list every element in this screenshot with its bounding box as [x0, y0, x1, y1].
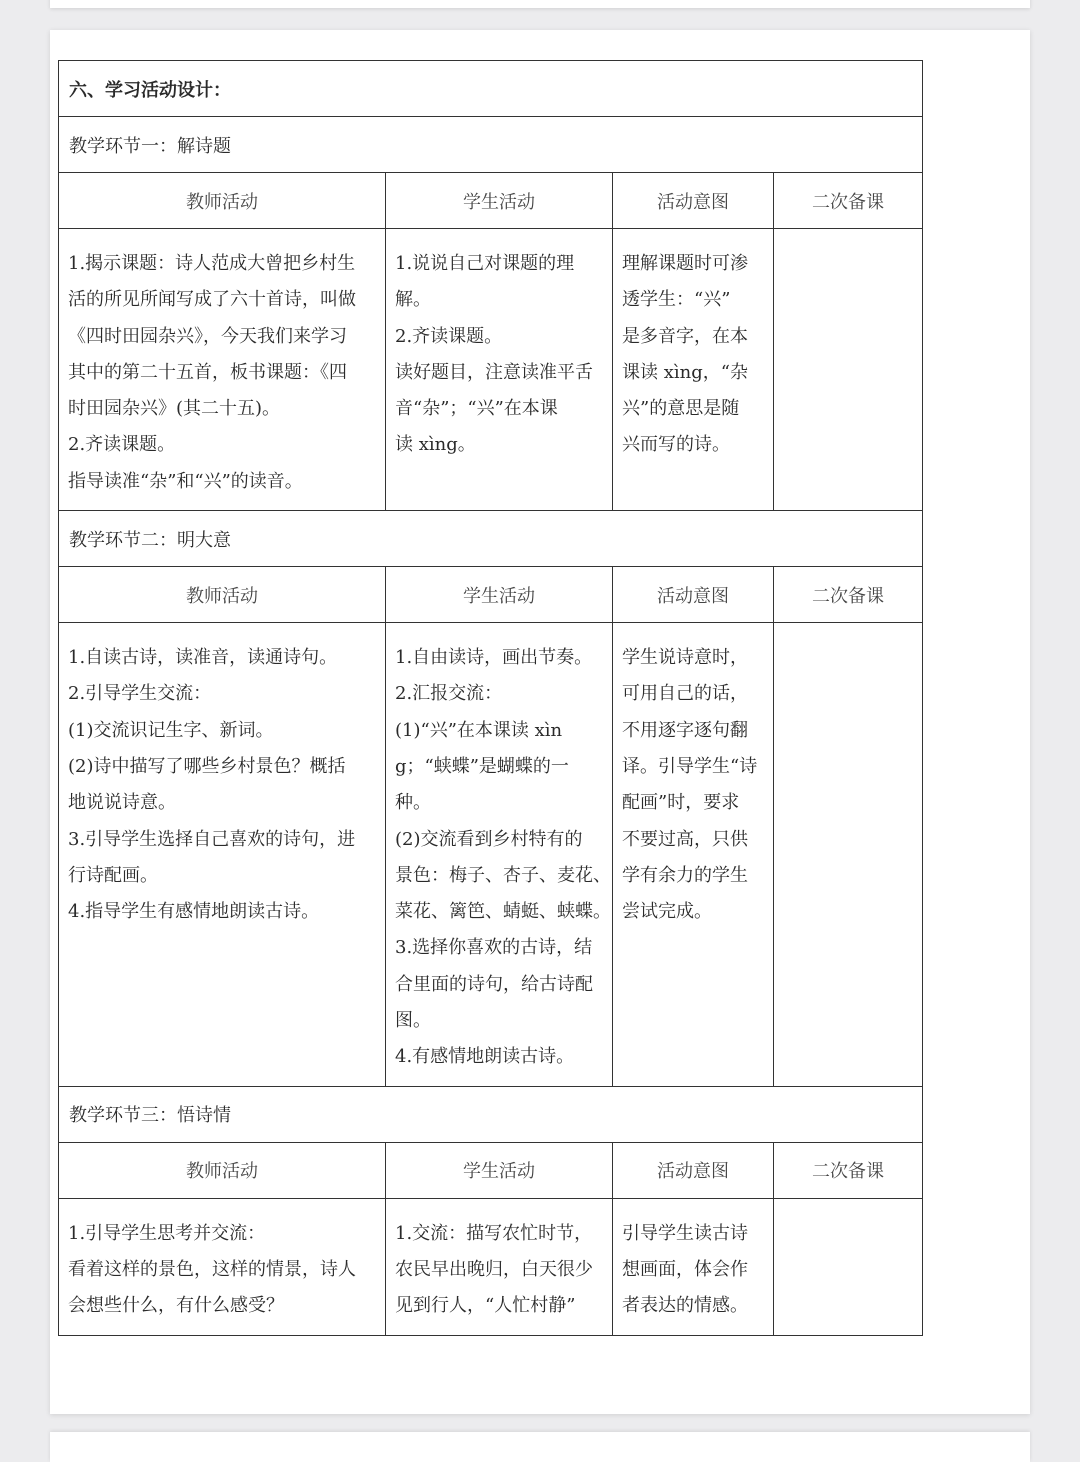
- teacher-activity-cell: [59, 229, 386, 511]
- text-line: 菜花、篱笆、蜻蜓、蛱蝶。: [395, 901, 611, 923]
- text-line: 1.说说自己对课题的理: [395, 253, 575, 274]
- text-line: 其中的第二十五首，板书课题：《四: [68, 361, 347, 383]
- stage-title-row: [59, 511, 923, 567]
- text-line: 地说说诗意。: [68, 792, 176, 814]
- next-page-edge: [50, 1432, 1030, 1462]
- text-line: 3.引导学生选择自己喜欢的诗句，进: [68, 828, 356, 850]
- column-header-row: [59, 1142, 923, 1198]
- column-header-teacher-activity: 教师活动: [59, 567, 386, 623]
- text-line: g；“蛱蝶”是蝴蝶的一: [395, 755, 569, 777]
- text-line: 尝试完成。: [622, 901, 712, 923]
- text-line: 透学生：“兴”: [622, 289, 731, 311]
- column-header-activity-intent: 活动意图: [613, 173, 774, 229]
- stage-title-row: [59, 1086, 923, 1142]
- stage-title: 教学环节一：解诗题: [59, 117, 923, 173]
- text-line: 2.齐读课题。: [395, 325, 503, 347]
- student-activity-cell: [386, 229, 613, 511]
- text-line: 兴而写的诗。: [622, 434, 730, 456]
- column-header-teacher-activity: 教师活动: [59, 173, 386, 229]
- text-line: 1.揭示课题：诗人范成大曾把乡村生: [68, 253, 356, 274]
- text-line: (2)诗中描写了哪些乡村景色？概括: [68, 755, 346, 777]
- column-header-secondary-prep: 二次备课: [774, 173, 923, 229]
- column-header-student-activity: 学生活动: [386, 173, 613, 229]
- text-line: 学有余力的学生: [622, 864, 748, 886]
- text-line: 看着这样的景色，这样的情景，诗人: [68, 1258, 356, 1280]
- text-line: 农民早出晚归，白天很少: [395, 1258, 593, 1280]
- text-line: 3.选择你喜欢的古诗，结: [395, 937, 593, 959]
- column-header-student-activity: 学生活动: [386, 1142, 613, 1198]
- teacher-activity-cell: [59, 623, 386, 1087]
- activity-content-row: [59, 229, 923, 511]
- text-line: 4.有感情地朗读古诗。: [395, 1046, 575, 1068]
- student-activity-cell: [386, 623, 613, 1087]
- previous-page-edge: [50, 0, 1030, 8]
- text-line: 是多音字，在本: [622, 325, 748, 347]
- text-line: 4.指导学生有感情地朗读古诗。: [68, 901, 320, 923]
- activity-intent-cell: [613, 1198, 774, 1335]
- text-line: 2.引导学生交流：: [68, 683, 212, 705]
- text-line: 兴”的意思是随: [622, 398, 740, 420]
- text-line: 配画”时，要求: [622, 792, 740, 814]
- text-line: (1)交流识记生字、新词。: [68, 719, 274, 741]
- column-header-row: [59, 567, 923, 623]
- text-line: 学生说诗意时，: [622, 647, 748, 669]
- column-header-activity-intent: 活动意图: [613, 567, 774, 623]
- text-line: 景色：梅子、杏子、麦花、: [395, 864, 611, 886]
- text-line: 会想些什么，有什么感受？: [68, 1295, 284, 1317]
- activity-intent-cell: [613, 229, 774, 511]
- activity-intent-cell: [613, 623, 774, 1087]
- text-line: 1.引导学生思考并交流：: [68, 1222, 266, 1244]
- text-line: 1.自由读诗，画出节奏。: [395, 647, 593, 669]
- text-line: 读好题目，注意读准平舌: [395, 361, 593, 383]
- text-line: 图。: [395, 1010, 431, 1032]
- text-line: 引导学生读古诗: [622, 1222, 748, 1244]
- text-line: 种。: [395, 792, 431, 814]
- column-header-row: [59, 173, 923, 229]
- text-line: 行诗配画。: [68, 864, 158, 886]
- section-title-row: [59, 61, 923, 117]
- text-line: (1)“兴”在本课读 xìn: [395, 719, 563, 741]
- text-line: 音“杂”；“兴”在本课: [395, 398, 558, 420]
- student-activity-cell: [386, 1198, 613, 1335]
- activity-content-row: [59, 1198, 923, 1335]
- text-line: 解。: [395, 289, 431, 311]
- column-header-secondary-prep: 二次备课: [774, 567, 923, 623]
- text-line: 课读 xìng，“杂: [622, 361, 748, 383]
- column-header-teacher-activity: 教师活动: [59, 1142, 386, 1198]
- secondary-prep-cell: [774, 1198, 923, 1335]
- text-line: 想画面，体会作: [622, 1258, 748, 1280]
- text-line: 活的所见所闻写成了六十首诗，叫做: [68, 289, 356, 311]
- stage-title: 教学环节三：悟诗情: [59, 1086, 923, 1142]
- text-line: 2.齐读课题。: [68, 434, 176, 456]
- text-line: 理解课题时可渗: [622, 253, 748, 274]
- text-line: 时田园杂兴》(其二十五)。: [68, 398, 281, 420]
- stage-title-row: [59, 117, 923, 173]
- column-header-activity-intent: 活动意图: [613, 1142, 774, 1198]
- text-line: 2.汇报交流：: [395, 683, 503, 705]
- text-line: 1.交流：描写农忙时节，: [395, 1222, 593, 1244]
- column-header-secondary-prep: 二次备课: [774, 1142, 923, 1198]
- text-line: (2)交流看到乡村特有的: [395, 828, 583, 850]
- text-line: 读 xìng。: [395, 434, 476, 456]
- text-line: 译。引导学生“诗: [622, 755, 758, 777]
- text-line: 者表达的情感。: [622, 1295, 748, 1317]
- text-line: 《四时田园杂兴》，今天我们来学习: [68, 325, 347, 347]
- text-line: 1.自读古诗，读准音，读通诗句。: [68, 647, 338, 669]
- stage-title: 教学环节二：明大意: [59, 511, 923, 567]
- teacher-activity-cell: [59, 1198, 386, 1335]
- secondary-prep-cell: [774, 623, 923, 1087]
- text-line: 可用自己的话，: [622, 683, 748, 705]
- activity-content-row: [59, 623, 923, 1087]
- section-title: 六、学习活动设计：: [59, 61, 923, 117]
- column-header-student-activity: 学生活动: [386, 567, 613, 623]
- lesson-plan-table: [58, 60, 923, 1336]
- text-line: 指导读准“杂”和“兴”的读音。: [68, 470, 303, 492]
- text-line: 合里面的诗句，给古诗配: [395, 973, 593, 995]
- text-line: 不用逐字逐句翻: [622, 719, 748, 741]
- secondary-prep-cell: [774, 229, 923, 511]
- text-line: 不要过高，只供: [622, 828, 748, 850]
- text-line: 见到行人，“人忙村静”: [395, 1295, 576, 1317]
